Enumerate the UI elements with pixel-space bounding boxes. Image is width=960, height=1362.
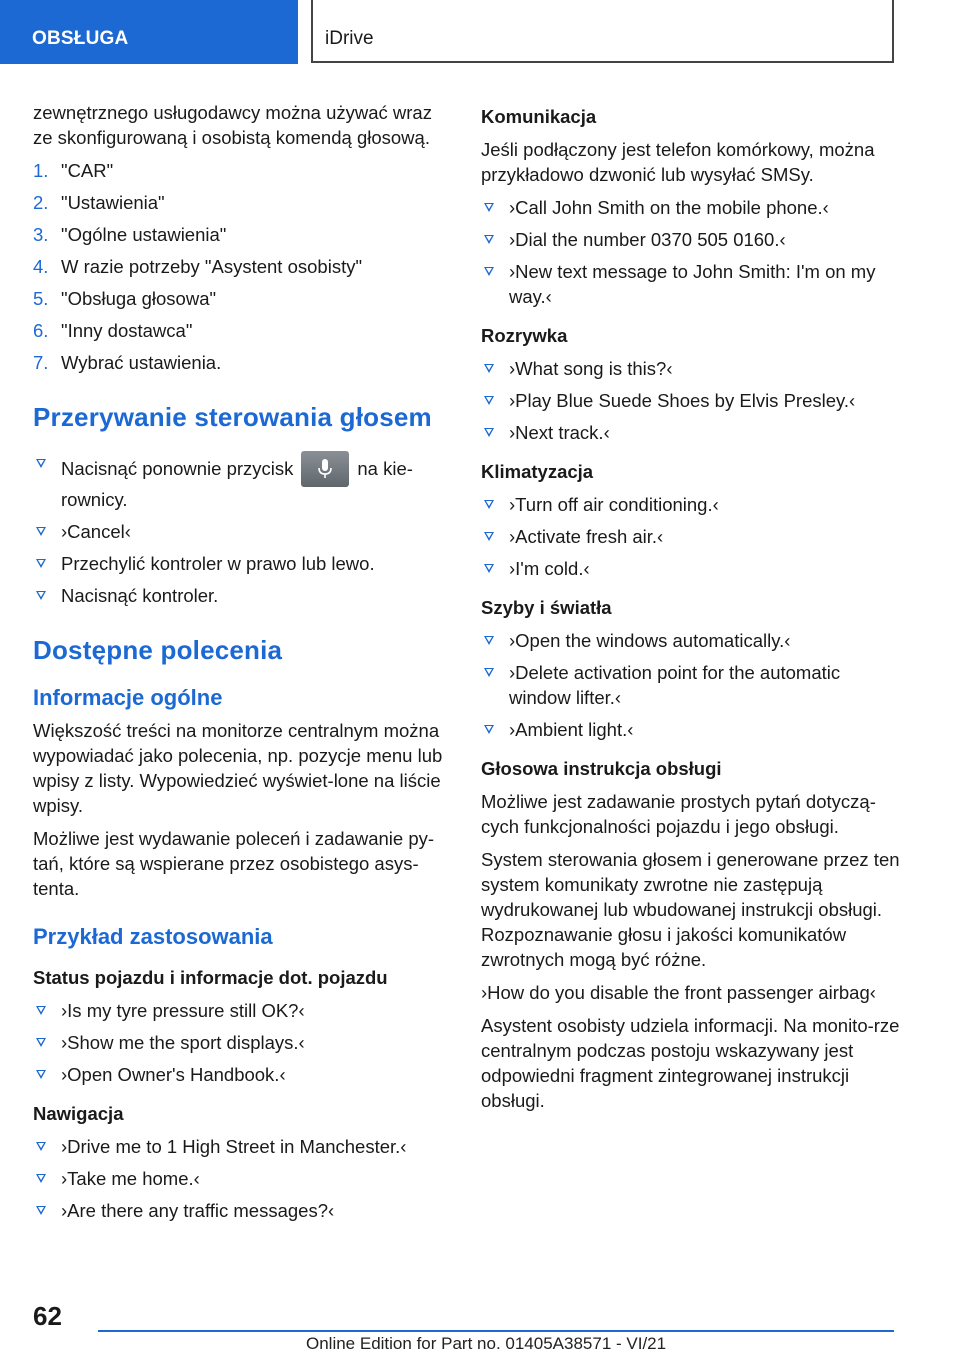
list-item-text: ›New text message to John Smith: I'm on my way.‹ <box>509 261 876 307</box>
list-item <box>481 388 901 413</box>
step-item <box>33 222 443 247</box>
header-chapter-tab <box>311 0 894 63</box>
list-item <box>33 519 443 544</box>
list-item <box>33 583 443 608</box>
entertainment-heading: Rozrywka <box>481 325 568 346</box>
list-item-text: ›Activate fresh air.‹ <box>509 526 664 547</box>
triangle-down-icon <box>484 725 494 734</box>
left-column <box>33 100 443 1230</box>
list-item <box>481 356 901 381</box>
triangle-down-icon <box>484 564 494 573</box>
step-number: 2. <box>33 192 49 213</box>
page-number: 62 <box>33 1301 62 1331</box>
list-item-text: ›Drive me to 1 High Street in Manchester.‹ <box>61 1136 407 1157</box>
interrupt-text-before: Nacisnąć ponownie przycisk <box>61 458 294 479</box>
climate-heading: Klimatyzacja <box>481 461 594 482</box>
triangle-down-icon <box>36 1006 46 1015</box>
interrupt-list <box>33 451 443 608</box>
triangle-down-icon <box>36 591 46 600</box>
step-item <box>33 158 443 183</box>
step-text: "Ogólne ustawienia" <box>61 224 227 245</box>
step-number: 6. <box>33 320 49 341</box>
header-section-label: OBSŁUGA <box>32 28 129 49</box>
list-item-text: ›Delete activation point for the automatic window lifter.‹ <box>509 662 841 708</box>
list-item-text: ›Cancel‹ <box>61 521 131 542</box>
step-number: 1. <box>33 160 49 181</box>
list-item <box>481 259 901 309</box>
list-item <box>33 1198 443 1223</box>
triangle-down-icon <box>484 500 494 509</box>
header-chapter-label: iDrive <box>325 28 374 49</box>
general-heading: Informacje ogólne <box>33 685 223 710</box>
triangle-down-icon <box>484 428 494 437</box>
triangle-down-icon <box>36 527 46 536</box>
step-text: "Inny dostawca" <box>61 320 193 341</box>
example-heading: Przykład zastosowania <box>33 924 273 949</box>
step-text: W razie potrzeby "Asystent osobisty" <box>61 256 363 277</box>
list-item <box>33 1062 443 1087</box>
list-item-text: ›Open Owner's Handbook.‹ <box>61 1064 286 1085</box>
triangle-down-icon <box>484 532 494 541</box>
triangle-down-icon <box>484 235 494 244</box>
step-text: "Obsługa głosowa" <box>61 288 217 309</box>
list-item <box>33 1030 443 1055</box>
list-item-text: Przechylić kontroler w prawo lub lewo. <box>61 553 375 574</box>
list-item-text: ›Take me home.‹ <box>61 1168 200 1189</box>
climate-list <box>481 492 901 581</box>
right-column <box>481 100 901 1121</box>
triangle-down-icon <box>36 459 46 468</box>
step-text: "Ustawienia" <box>61 192 165 213</box>
triangle-down-icon <box>36 1070 46 1079</box>
nav-list <box>33 1134 443 1223</box>
list-item-text: ›I'm cold.‹ <box>509 558 590 579</box>
list-item-text: ›Dial the number 0370 505 0160.‹ <box>509 229 786 250</box>
triangle-down-icon <box>484 203 494 212</box>
settings-steps-list <box>33 158 443 375</box>
triangle-down-icon <box>36 1206 46 1215</box>
interrupt-text-after: na kie-rownicy. <box>61 458 413 510</box>
step-item <box>33 318 443 343</box>
step-item <box>33 350 443 375</box>
intro-paragraph: zewnętrznego usługodawcy można używać wraz ze skonfigurowaną i osobistą komendą głosową. <box>33 102 432 148</box>
footer-edition: Online Edition for Part no. 01405A38571 - VI/21 <box>306 1334 667 1353</box>
list-item-text: ›Open the windows automatically.‹ <box>509 630 791 651</box>
steering-voice-button <box>301 451 349 487</box>
list-item <box>481 717 901 742</box>
list-item-text: ›What song is this?‹ <box>509 358 673 379</box>
step-item <box>33 254 443 279</box>
step-text: Wybrać ustawienia. <box>61 352 222 373</box>
comm-paragraph: Jeśli podłączony jest telefon komórkowy, można przykładowo dzwonić lub wysyłać SMSy. <box>481 139 875 185</box>
list-item-text: ›Show me the sport displays.‹ <box>61 1032 305 1053</box>
footer-divider <box>98 1330 894 1332</box>
step-number: 3. <box>33 224 49 245</box>
status-list <box>33 998 443 1087</box>
windows-list <box>481 628 901 742</box>
comm-list <box>481 195 901 309</box>
manual-paragraph: Możliwe jest zadawanie prostych pytań dotyczą-cych funkcjonalności pojazdu i jego obsługi. <box>481 791 876 837</box>
triangle-down-icon <box>36 559 46 568</box>
triangle-down-icon <box>484 636 494 645</box>
triangle-down-icon <box>36 1038 46 1047</box>
triangle-down-icon <box>36 1142 46 1151</box>
list-item <box>33 1134 443 1159</box>
list-item <box>481 420 901 445</box>
manual-paragraph: System sterowania głosem i generowane przez ten system komunikaty zwrotne nie zastępują wydrukowanej lub wbudowanej instrukcji obsługi. Rozpoznawanie głosu i jakości komunikatów zwrotnych mogą być różne. <box>481 849 900 970</box>
manual-heading: Głosowa instrukcja obsługi <box>481 758 722 779</box>
windows-heading: Szyby i światła <box>481 597 612 618</box>
triangle-down-icon <box>36 1174 46 1183</box>
list-item <box>481 227 901 252</box>
list-item-text: ›Call John Smith on the mobile phone.‹ <box>509 197 829 218</box>
step-item <box>33 190 443 215</box>
list-item-text: ›Is my tyre pressure still OK?‹ <box>61 1000 305 1021</box>
list-item <box>33 551 443 576</box>
manual-paragraph: ›How do you disable the front passenger airbag‹ <box>481 982 876 1003</box>
list-item <box>33 998 443 1023</box>
header-section-tab <box>0 0 298 64</box>
list-item-text: ›Turn off air conditioning.‹ <box>509 494 719 515</box>
triangle-down-icon <box>484 267 494 276</box>
list-item <box>33 1166 443 1191</box>
list-item <box>481 195 901 220</box>
commands-heading: Dostępne polecenia <box>33 635 283 665</box>
general-paragraph: Większość treści na monitorze centralnym można wypowiadać jako polecenia, np. pozycje menu lub wpisy z listy. Wypowiedzieć wyświet-lone na liście wpisy. <box>33 720 443 816</box>
list-item <box>481 628 901 653</box>
list-item-text: ›Next track.‹ <box>509 422 610 443</box>
step-number: 5. <box>33 288 49 309</box>
step-text: "CAR" <box>61 160 114 181</box>
triangle-down-icon <box>484 668 494 677</box>
general-paragraph: Możliwe jest wydawanie poleceń i zadawanie py-tań, które są wspierane przez osobistego asys-tenta. <box>33 828 435 899</box>
list-item-text: Nacisnąć kontroler. <box>61 585 219 606</box>
list-item <box>481 492 901 517</box>
nav-heading: Nawigacja <box>33 1103 124 1124</box>
list-item-text: ›Are there any traffic messages?‹ <box>61 1200 335 1221</box>
step-item <box>33 286 443 311</box>
list-item <box>33 451 443 512</box>
triangle-down-icon <box>484 364 494 373</box>
list-item-text: ›Play Blue Suede Shoes by Elvis Presley.‹ <box>509 390 856 411</box>
manual-paragraph: Asystent osobisty udziela informacji. Na monito-rze centralnym podczas postoju wskazywany jest odpowiedni fragment zintegrowanej instrukcji obsługi. <box>481 1015 900 1111</box>
step-number: 4. <box>33 256 49 277</box>
step-number: 7. <box>33 352 49 373</box>
list-item <box>481 660 901 710</box>
triangle-down-icon <box>484 396 494 405</box>
list-item <box>481 524 901 549</box>
entertainment-list <box>481 356 901 445</box>
comm-heading: Komunikacja <box>481 106 597 127</box>
list-item-text: ›Ambient light.‹ <box>509 719 634 740</box>
status-heading: Status pojazdu i informacje dot. pojazdu <box>33 967 388 988</box>
list-item <box>481 556 901 581</box>
interrupt-heading: Przerywanie sterowania głosem <box>33 402 432 432</box>
microphone-icon <box>318 459 332 479</box>
